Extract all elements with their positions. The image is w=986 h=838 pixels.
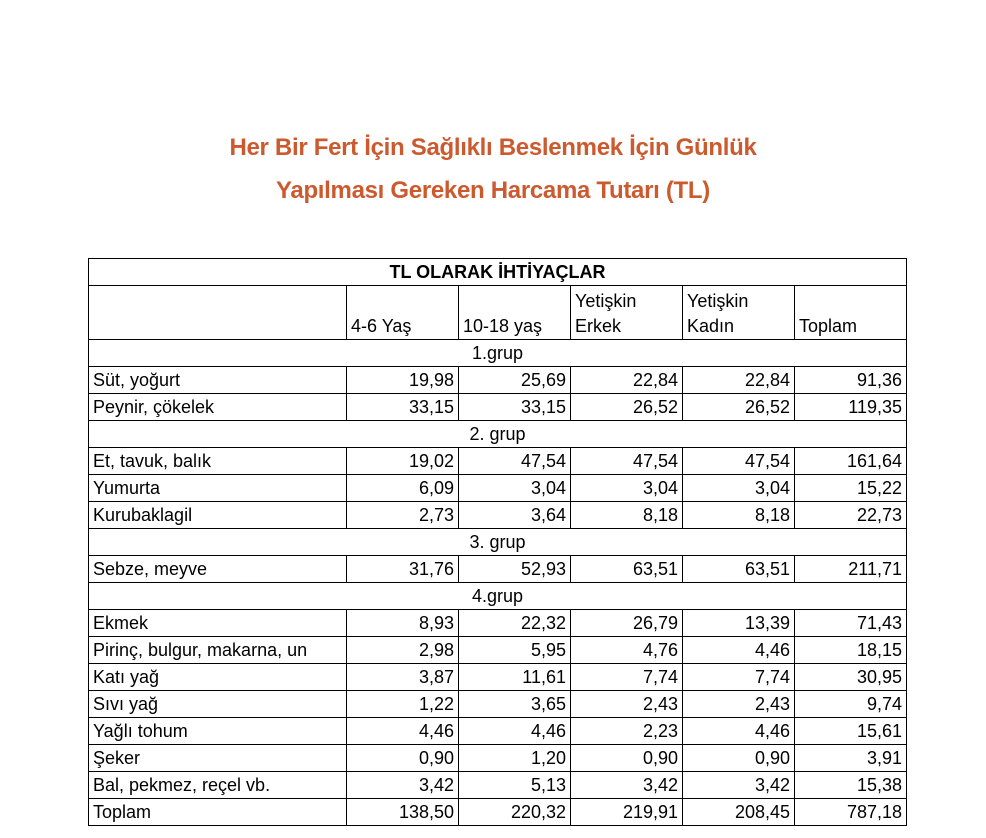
cell: 8,93 bbox=[347, 610, 459, 637]
cell: 7,74 bbox=[683, 664, 795, 691]
table-row bbox=[89, 745, 907, 772]
cell: 3,42 bbox=[571, 772, 683, 799]
cell: 161,64 bbox=[795, 448, 907, 475]
cell: 52,93 bbox=[459, 556, 571, 583]
group-header: 1.grup bbox=[89, 340, 907, 367]
cell: 18,15 bbox=[795, 637, 907, 664]
cell: 15,61 bbox=[795, 718, 907, 745]
row-label: Yağlı tohum bbox=[89, 718, 347, 745]
row-label: Yumurta bbox=[89, 475, 347, 502]
group-header: 4.grup bbox=[89, 583, 907, 610]
cell: 3,65 bbox=[459, 691, 571, 718]
row-label: Sıvı yağ bbox=[89, 691, 347, 718]
cell: 91,36 bbox=[795, 367, 907, 394]
cell: 47,54 bbox=[683, 448, 795, 475]
cell: 4,76 bbox=[571, 637, 683, 664]
cell: 3,04 bbox=[459, 475, 571, 502]
page-title-line-2: Yapılması Gereken Harcama Tutarı (TL) bbox=[276, 177, 710, 204]
table-title: TL OLARAK İHTİYAÇLAR bbox=[89, 259, 907, 286]
cell: 0,90 bbox=[571, 745, 683, 772]
table-row bbox=[89, 367, 907, 394]
cell: 8,18 bbox=[571, 502, 683, 529]
table-row bbox=[89, 691, 907, 718]
cell: 71,43 bbox=[795, 610, 907, 637]
cell: 2,98 bbox=[347, 637, 459, 664]
group-header: 2. grup bbox=[89, 421, 907, 448]
cell: 15,22 bbox=[795, 475, 907, 502]
table-row bbox=[89, 556, 907, 583]
row-label: Katı yağ bbox=[89, 664, 347, 691]
row-label: Bal, pekmez, reçel vb. bbox=[89, 772, 347, 799]
cell: 3,42 bbox=[347, 772, 459, 799]
page-title-line-1: Her Bir Fert İçin Sağlıklı Beslenmek İçin Günlük bbox=[229, 134, 757, 161]
cell: 22,32 bbox=[459, 610, 571, 637]
total-row bbox=[89, 799, 907, 826]
cell: 19,98 bbox=[347, 367, 459, 394]
col-header-adult-female bbox=[683, 286, 795, 340]
cell: 47,54 bbox=[459, 448, 571, 475]
cell: 8,18 bbox=[683, 502, 795, 529]
cell: 3,04 bbox=[683, 475, 795, 502]
cell: 4,46 bbox=[347, 718, 459, 745]
cell: 1,20 bbox=[459, 745, 571, 772]
cell: 5,95 bbox=[459, 637, 571, 664]
table-row bbox=[89, 664, 907, 691]
row-label: Sebze, meyve bbox=[89, 556, 347, 583]
cell: 63,51 bbox=[571, 556, 683, 583]
cell: 3,87 bbox=[347, 664, 459, 691]
cell: 4,46 bbox=[683, 718, 795, 745]
cell: 15,38 bbox=[795, 772, 907, 799]
cell: 19,02 bbox=[347, 448, 459, 475]
cell: 787,18 bbox=[795, 799, 907, 826]
cell: 208,45 bbox=[683, 799, 795, 826]
table-row bbox=[89, 502, 907, 529]
cell: 1,22 bbox=[347, 691, 459, 718]
cell: 0,90 bbox=[683, 745, 795, 772]
col-header-text: Yetişkin bbox=[575, 291, 637, 311]
cell: 25,69 bbox=[459, 367, 571, 394]
col-header-text: Yetişkin bbox=[687, 291, 749, 311]
cell: 22,84 bbox=[571, 367, 683, 394]
col-header-4-6: 4-6 Yaş bbox=[347, 286, 459, 340]
cell: 22,73 bbox=[795, 502, 907, 529]
row-label: Pirinç, bulgur, makarna, un bbox=[89, 637, 347, 664]
table-row bbox=[89, 394, 907, 421]
cell: 26,79 bbox=[571, 610, 683, 637]
cell: 3,91 bbox=[795, 745, 907, 772]
cell: 119,35 bbox=[795, 394, 907, 421]
col-header-empty bbox=[89, 286, 347, 340]
cell: 2,23 bbox=[571, 718, 683, 745]
cell: 219,91 bbox=[571, 799, 683, 826]
cell: 47,54 bbox=[571, 448, 683, 475]
row-label: Süt, yoğurt bbox=[89, 367, 347, 394]
col-header-total: Toplam bbox=[795, 286, 907, 340]
cell: 33,15 bbox=[347, 394, 459, 421]
cell: 2,43 bbox=[683, 691, 795, 718]
cell: 30,95 bbox=[795, 664, 907, 691]
cell: 26,52 bbox=[571, 394, 683, 421]
cell: 2,73 bbox=[347, 502, 459, 529]
cell: 7,74 bbox=[571, 664, 683, 691]
cell: 26,52 bbox=[683, 394, 795, 421]
col-header-text: Kadın bbox=[687, 316, 735, 336]
cell: 138,50 bbox=[347, 799, 459, 826]
cell: 6,09 bbox=[347, 475, 459, 502]
row-label: Peynir, çökelek bbox=[89, 394, 347, 421]
needs-table bbox=[88, 258, 907, 826]
cell: 2,43 bbox=[571, 691, 683, 718]
cell: 13,39 bbox=[683, 610, 795, 637]
cell: 11,61 bbox=[459, 664, 571, 691]
col-header-10-18: 10-18 yaş bbox=[459, 286, 571, 340]
cell: 211,71 bbox=[795, 556, 907, 583]
row-label: Et, tavuk, balık bbox=[89, 448, 347, 475]
cell: 0,90 bbox=[347, 745, 459, 772]
cell: 31,76 bbox=[347, 556, 459, 583]
row-label: Kurubaklagil bbox=[89, 502, 347, 529]
row-label: Şeker bbox=[89, 745, 347, 772]
cell: 22,84 bbox=[683, 367, 795, 394]
col-header-adult-male bbox=[571, 286, 683, 340]
row-label: Toplam bbox=[89, 799, 347, 826]
table-row bbox=[89, 637, 907, 664]
table-row bbox=[89, 448, 907, 475]
table-row bbox=[89, 475, 907, 502]
group-header: 3. grup bbox=[89, 529, 907, 556]
cell: 220,32 bbox=[459, 799, 571, 826]
cell: 63,51 bbox=[683, 556, 795, 583]
table-row bbox=[89, 772, 907, 799]
cell: 3,04 bbox=[571, 475, 683, 502]
cell: 33,15 bbox=[459, 394, 571, 421]
cell: 9,74 bbox=[795, 691, 907, 718]
table-row bbox=[89, 610, 907, 637]
cell: 3,64 bbox=[459, 502, 571, 529]
cell: 4,46 bbox=[459, 718, 571, 745]
table-row bbox=[89, 718, 907, 745]
cell: 4,46 bbox=[683, 637, 795, 664]
col-header-text: Erkek bbox=[575, 316, 622, 336]
cell: 5,13 bbox=[459, 772, 571, 799]
row-label: Ekmek bbox=[89, 610, 347, 637]
cell: 3,42 bbox=[683, 772, 795, 799]
